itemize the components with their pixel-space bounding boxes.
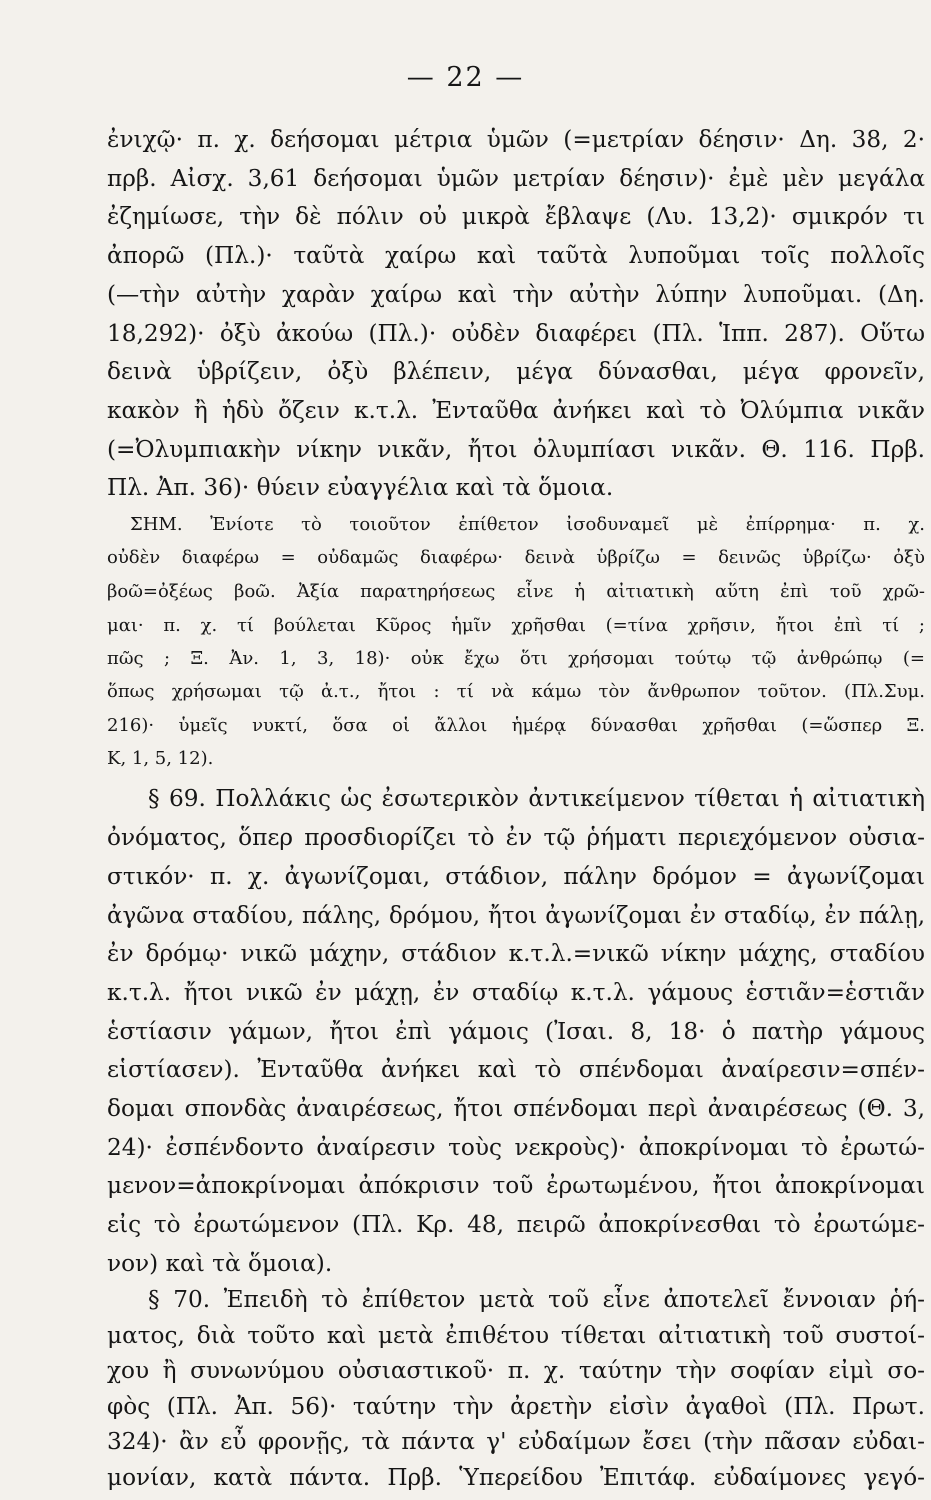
text-line: ἑστίασιν γάμων, ἤτοι ἐπὶ γάμοις (Ἰσαι. 8, 18· ὁ πατὴρ γάμους xyxy=(107,1018,925,1045)
text-line: πρβ. Αἰσχ. 3,61 δεήσομαι ὑμῶν μετρίαν δέησιν)· ἐμὲ μὲν μεγάλα xyxy=(107,165,925,192)
text-line: μενον=ἀποκρίνομαι ἀπόκρισιν τοῦ ἐρωτωμένου, ἤτοι ἀποκρίνομαι xyxy=(107,1172,925,1199)
note-line: ὅπως χρήσωμαι τῷ ἀ.τ., ἤτοι : τί νὰ κάμω τὸν ἄνθρωπον τοῦτον. (Πλ.Συμ. xyxy=(107,681,925,702)
text-line: εἱστίασεν). Ἐνταῦθα ἀνήκει καὶ τὸ σπένδομαι ἀναίρεσιν=σπέν- xyxy=(107,1056,925,1083)
text-line: (—τὴν αὐτὴν χαρὰν χαίρω καὶ τὴν αὐτὴν λύπην λυποῦμαι. (Δη. xyxy=(107,281,925,308)
text-line: δομαι σπονδὰς ἀναιρέσεως, ἤτοι σπένδομαι περὶ ἀναιρέσεως (Θ. 3, xyxy=(107,1095,925,1122)
note-line: Κ, 1, 5, 12). xyxy=(107,748,214,769)
note-line: οὐδὲν διαφέρω = οὐδαμῶς διαφέρω· δεινὰ ὑβρίζω = δεινῶς ὑβρίζω· ὀξὺ xyxy=(107,547,925,568)
text-line: ἀπορῶ (Πλ.)· ταῦτὰ χαίρω καὶ ταῦτὰ λυποῦμαι τοῖς πολλοῖς xyxy=(107,242,925,269)
text-line: 18,292)· ὀξὺ ἀκούω (Πλ.)· οὐδὲν διαφέρει (Πλ. Ἱππ. 287). Οὕτω xyxy=(107,320,925,347)
text-line: ἐζημίωσε, τὴν δὲ πόλιν οὐ μικρὰ ἔβλαψε (Λυ. 13,2)· σμικρόν τι xyxy=(107,203,925,230)
page-number: — 22 — xyxy=(406,62,525,93)
text-line: χου ἢ συνωνύμου οὐσιαστικοῦ· π. χ. ταύτην τὴν σοφίαν εἰμὶ σο- xyxy=(107,1357,925,1384)
text-line: ἐν δρόμῳ· νικῶ μάχην, στάδιον κ.τ.λ.=νικῶ νίκην μάχης, σταδίου xyxy=(107,940,925,967)
text-line: Πλ. Ἀπ. 36)· θύειν εὐαγγέλια καὶ τὰ ὅμοια. xyxy=(107,474,614,501)
section-69-heading: § 69. Πολλάκις ὡς ἐσωτερικὸν ἀντικείμενον τίθεται ἡ αἰτιατικὴ xyxy=(148,785,925,812)
note-line: πῶς ; Ξ. Ἀν. 1, 3, 18)· οὐκ ἔχω ὅτι χρήσομαι τούτῳ τῷ ἀνθρώπῳ (= xyxy=(107,648,925,669)
text-line: ὀνόματος, ὅπερ προσδιορίζει τὸ ἐν τῷ ῥήματι περιεχόμενον οὐσια- xyxy=(107,824,925,851)
text-line: εἰς τὸ ἐρωτώμενον (Πλ. Κρ. 48, πειρῶ ἀποκρίνεσθαι τὸ ἐρωτώμε- xyxy=(107,1211,925,1238)
section-70-heading: § 70. Ἐπειδὴ τὸ ἐπίθετον μετὰ τοῦ εἶνε ἀποτελεῖ ἔννοιαν ῥή- xyxy=(148,1286,925,1313)
note-line: μαι· π. χ. τί βούλεται Κῦρος ἡμῖν χρῆσθαι (=τίνα χρῆσιν, ἤτοι ἐπὶ τί ; xyxy=(107,615,925,636)
text-line: δεινὰ ὑβρίζειν, ὀξὺ βλέπειν, μέγα δύνασθαι, μέγα φρονεῖν, xyxy=(107,358,925,385)
text-line: στικόν· π. χ. ἀγωνίζομαι, στάδιον, πάλην δρόμον = ἀγωνίζομαι xyxy=(107,863,925,890)
text-line: ἐνιχῷ· π. χ. δεήσομαι μέτρια ὑμῶν (=μετρίαν δέησιν· Δη. 38, 2· xyxy=(107,126,925,153)
note-line: ΣΗΜ. Ἐνίοτε τὸ τοιοῦτον ἐπίθετον ἰσοδυναμεῖ μὲ ἐπίρρημα· π. χ. xyxy=(130,514,925,535)
text-line: κακὸν ἢ ἡδὺ ὄζειν κ.τ.λ. Ἐνταῦθα ἀνήκει καὶ τὸ Ὀλύμπια νικᾶν xyxy=(107,397,925,424)
text-line: κ.τ.λ. ἤτοι νικῶ ἐν μάχῃ, ἐν σταδίῳ κ.τ.λ. γάμους ἑστιᾶν=ἑστιᾶν xyxy=(107,979,925,1006)
text-line: ματος, διὰ τοῦτο καὶ μετὰ ἐπιθέτου τίθεται αἰτιατικὴ τοῦ συστοί- xyxy=(107,1321,925,1349)
text-line: 24)· ἐσπένδοντο ἀναίρεσιν τοὺς νεκροὺς)· ἀποκρίνομαι τὸ ἐρωτώ- xyxy=(107,1134,925,1161)
text-line: μονίαν, κατὰ πάντα. Πρβ. Ὑπερείδου Ἐπιτάφ. εὐδαίμονες γεγό- xyxy=(107,1463,925,1491)
note-line: 216)· ὑμεῖς νυκτί, ὅσα οἱ ἄλλοι ἡμέρᾳ δύνασθαι χρῆσθαι (=ὥσπερ Ξ. xyxy=(107,715,925,736)
text-line: 324)· ἂν εὖ φρονῇς, τὰ πάντα γ' εὐδαίμων ἔσει (τὴν πᾶσαν εὐδαι- xyxy=(107,1428,925,1455)
note-line: βοῶ=ὀξέως βοῶ. Ἀξία παρατηρήσεως εἶνε ἡ αἰτιατικὴ αὕτη ἐπὶ τοῦ χρῶ- xyxy=(107,581,925,602)
text-line: (=Ὀλυμπιακὴν νίκην νικᾶν, ἤτοι ὀλυμπίασι νικᾶν. Θ. 116. Πρβ. xyxy=(107,436,925,463)
text-line: ἀγῶνα σταδίου, πάλης, δρόμου, ἤτοι ἀγωνίζομαι ἐν σταδίῳ, ἐν πάλῃ, xyxy=(107,903,925,929)
text-line: φὸς (Πλ. Ἀπ. 56)· ταύτην τὴν ἀρετὴν εἰσὶν ἀγαθοὶ (Πλ. Πρωτ. xyxy=(107,1392,925,1420)
text-line: νον) καὶ τὰ ὅμοια). xyxy=(107,1250,333,1277)
